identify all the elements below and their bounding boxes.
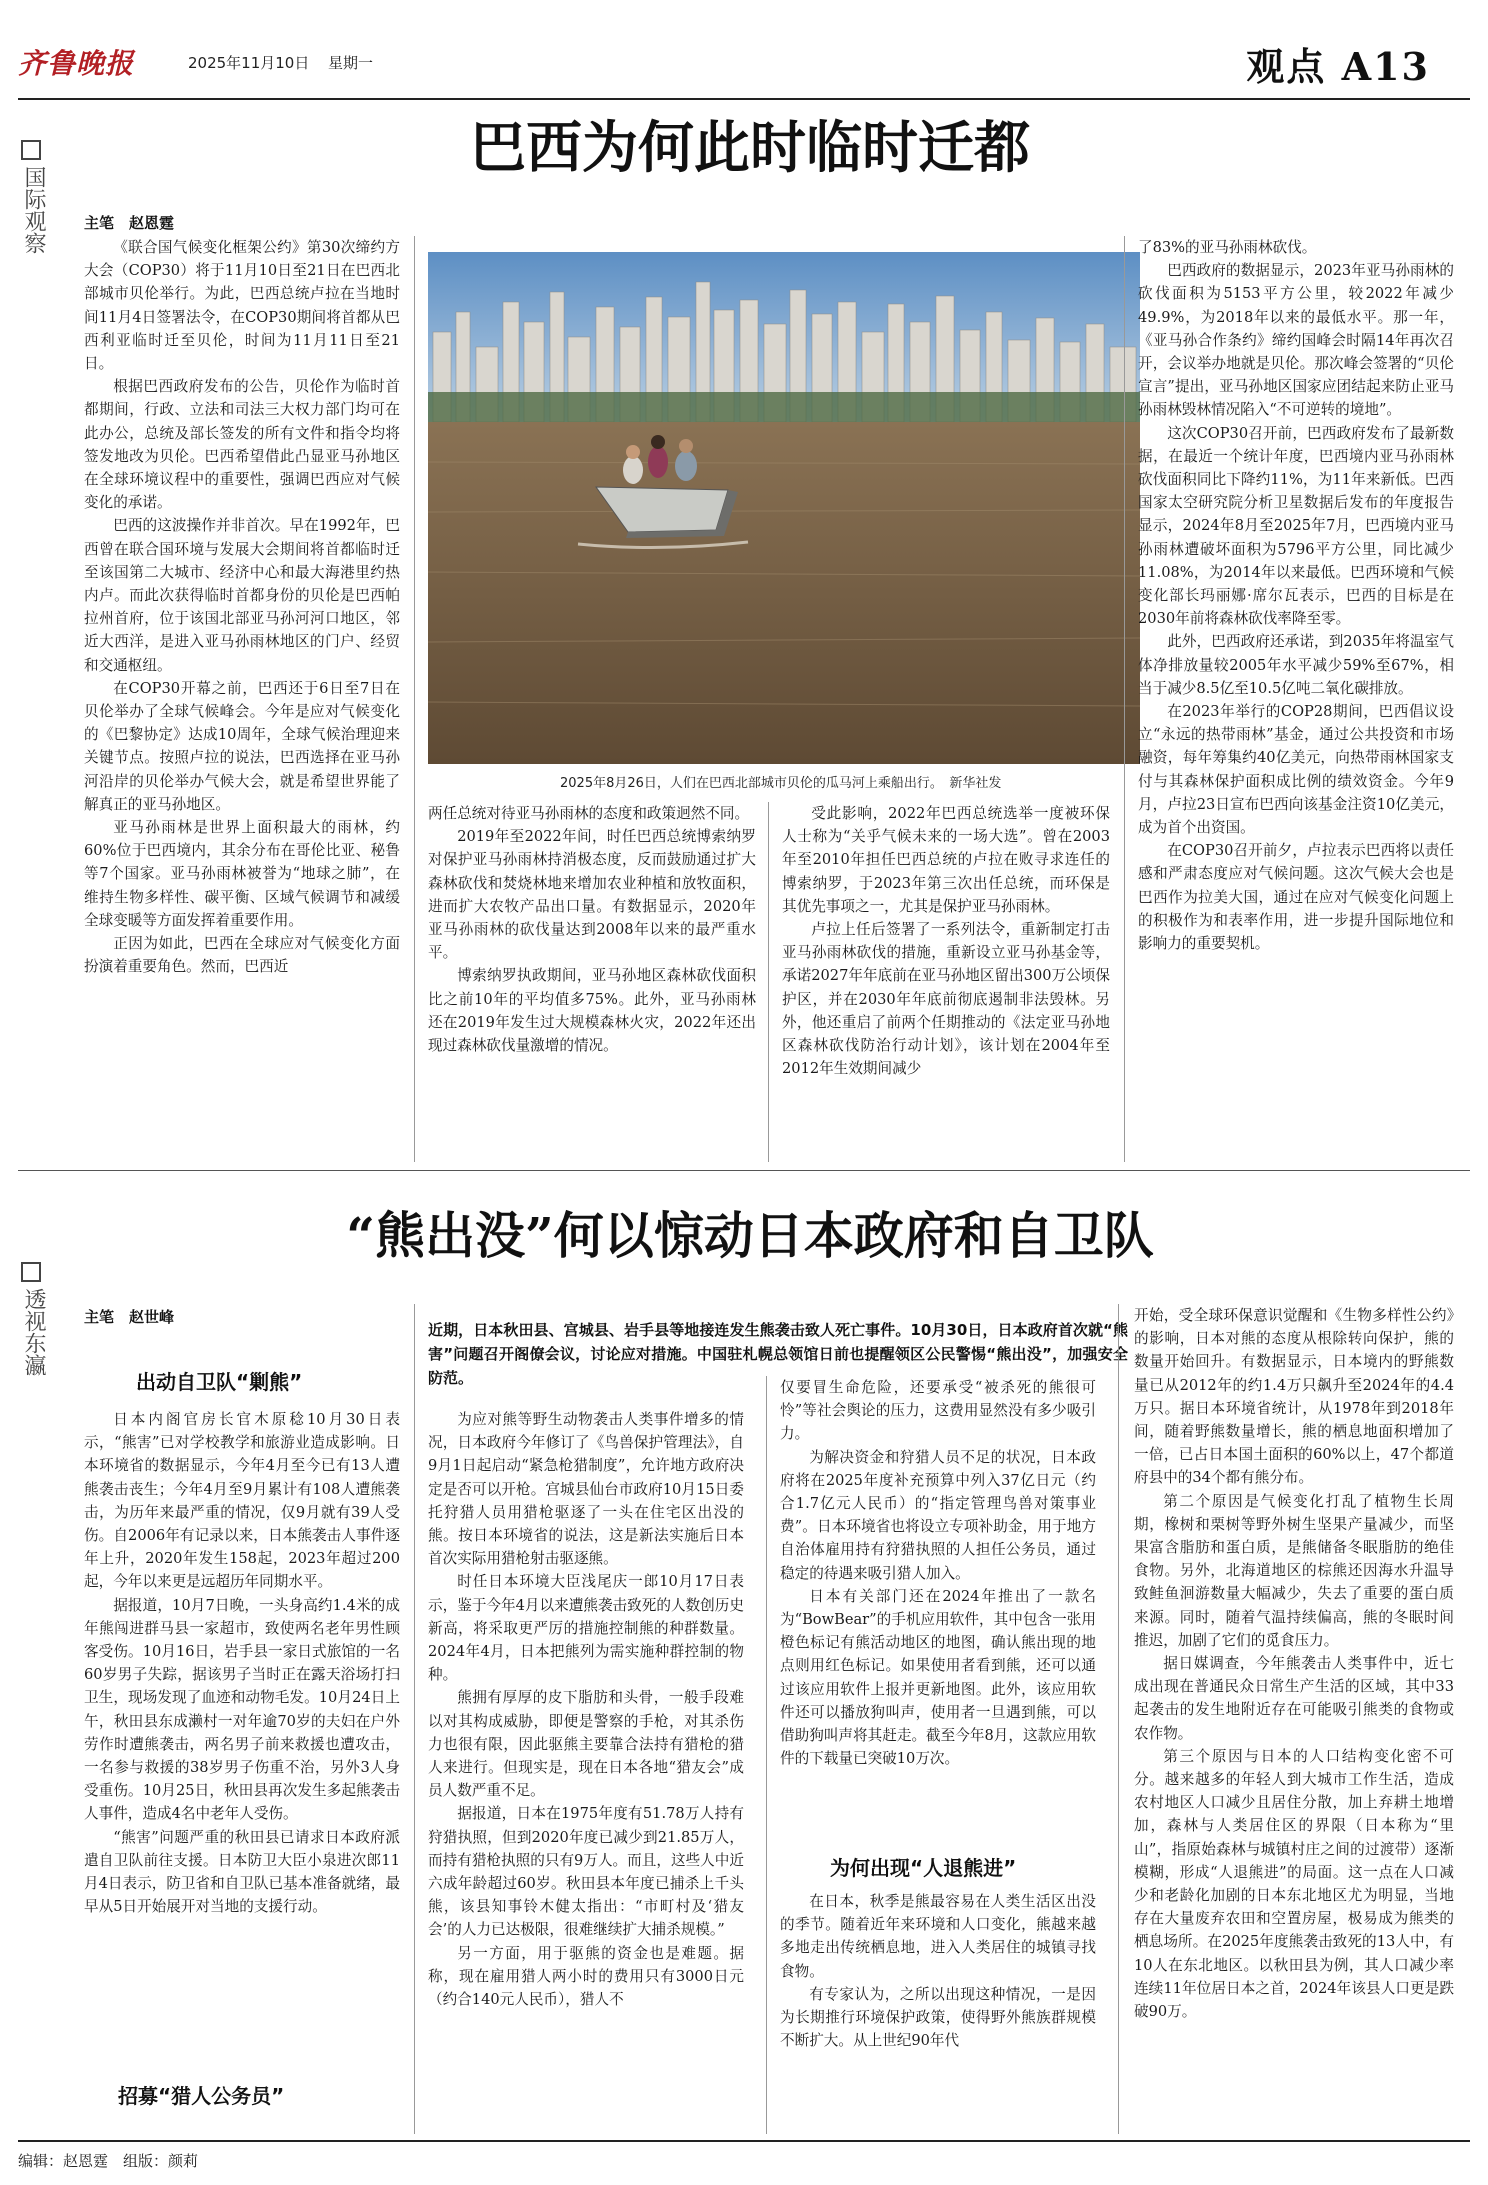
article2-byline: 主笔 赵世峰 bbox=[84, 1308, 175, 1326]
river-boat-photo bbox=[428, 252, 1140, 764]
article1-column-1 bbox=[84, 236, 400, 1136]
paragraph: “熊害”问题严重的秋田县已请求日本政府派遣自卫队前往支援。日本防卫大臣小泉进次郎11月4日表示，防卫省和自卫队已基本准备就绪，最早从5日开始展开对当地的支援行动。 bbox=[84, 1828, 400, 1916]
tag-box-icon bbox=[21, 140, 41, 160]
article2-column-3b bbox=[780, 1890, 1096, 2134]
section-page-label: 观点 A13 bbox=[1246, 44, 1430, 89]
photo-caption: 2025年8月26日，人们在巴西北部城市贝伦的瓜马河上乘船出行。 新华社发 bbox=[560, 776, 1002, 791]
paragraph: 在2023年举行的COP28期间，巴西倡议设立“永远的热带雨林”基金，通过公共投资和市场融资，每年筹集约40亿美元，向热带雨林国家支付与其森林保护面积成比例的绩效资金。今年9月，卢拉23日宣布巴西向该基金注资10亿美元，成为首个出资国。 bbox=[1138, 703, 1454, 837]
paragraph: 有专家认为，之所以出现这种情况，一是因为长期推行环境保护政策，使得野外熊族群规模不断扩大。从上世纪90年代 bbox=[780, 1985, 1096, 2050]
article2-column-2 bbox=[428, 1408, 744, 2134]
article2-headline: “熊出没”何以惊动日本政府和自卫队 bbox=[346, 1206, 1154, 1265]
article-divider bbox=[18, 1170, 1470, 1171]
paragraph: 卢拉上任后签署了一系列法令，重新制定打击亚马孙雨林砍伐的措施，重新设立亚马孙基金等，承诺2027年年底前在亚马孙地区留出300万公顷保护区，并在2030年年底前彻底遏制非法毁林。另外，他还重启了前两个任期推动的《法定亚马孙地区森林砍伐防治行动计划》，该计划在2004年至2012年生效期间减少 bbox=[782, 921, 1110, 1078]
paragraph: 这次COP30召开前，巴西政府发布了最新数据，在最近一个统计年度，巴西境内亚马孙雨林砍伐面积同比下降约11%，为11年来新低。巴西国家太空研究院分析卫星数据后发布的年度报告显示，2024年8月至2025年7月，巴西境内亚马孙雨林遭破坏面积为5796平方公里，同比减少11.08%，为2014年以来最低。巴西环境和气候变化部长玛丽娜·席尔瓦表示，巴西的目标是在2030年前将森林砍伐率降至零。 bbox=[1138, 424, 1454, 628]
subhead-hunter-recruit: 招募“猎人公务员” bbox=[118, 2084, 285, 2108]
paragraph: 在日本，秋季是熊最容易在人类生活区出没的季节。随着近年来环境和人口变化，熊越来越多地走出传统栖息地，进入人类居住的城镇寻找食物。 bbox=[780, 1893, 1096, 1980]
issue-date: 2025年11月10日 bbox=[188, 54, 310, 72]
paragraph: 巴西政府的数据显示，2023年亚马孙雨林的砍伐面积为5153平方公里，较2022年减少49.9%，为2018年以来的最低水平。那一年，《亚马孙合作条约》缔约国峰会时隔14年再次召开，会议举办地就是贝伦。那次峰会签署的“贝伦宣言”提出，亚马孙地区国家应团结起来防止亚马孙雨林毁林情况陷入“不可逆转的境地”。 bbox=[1138, 262, 1454, 419]
column-tag-label: 透视东瀛 bbox=[21, 1288, 46, 1376]
paragraph: 开始，受全球环保意识觉醒和《生物多样性公约》的影响，日本对熊的态度从根除转向保护，熊的数量开始回升。有数据显示，日本境内的野熊数量已从2012年的约1.4万只飙升至2024年的4.4万只。据日本环境省统计，从1978年到2018年间，随着野熊数量增长，熊的栖息地面积增加了一倍，已占日本国土面积的60%以上，47个都道府县中的34个都有熊分布。 bbox=[1134, 1307, 1454, 1487]
column-divider bbox=[1124, 236, 1125, 1162]
paragraph: 此外，巴西政府还承诺，到2035年将温室气体净排放量较2005年水平减少59%至67%，相当于减少8.5亿至10.5亿吨二氧化碳排放。 bbox=[1138, 633, 1454, 697]
column-tag-international bbox=[18, 140, 44, 254]
article2-lead: 近期，日本秋田县、宫城县、岩手县等地接连发生熊袭击致人死亡事件。10月30日，日本政府首次就“熊害”问题召开阁僚会议，讨论应对措施。中国驻札幌总领馆日前也提醒领区公民警惕“熊出没”，加强安全防范。 bbox=[428, 1321, 1128, 1387]
paragraph: 2019年至2022年间，时任巴西总统博索纳罗对保护亚马孙雨林持消极态度，反而鼓励通过扩大森林砍伐和焚烧林地来增加农业种植和放牧面积，进而扩大农牧产品出口量。有数据显示，2020年亚马孙雨林的砍伐量达到2008年以来的最严重水平。 bbox=[428, 828, 756, 962]
column-tag-label: 国际观察 bbox=[21, 166, 46, 254]
subhead-self-defense: 出动自卫队“剿熊” bbox=[136, 1370, 303, 1394]
paragraph: 亚马孙雨林是世界上面积最大的雨林，约60%位于巴西境内，其余分布在哥伦比亚、秘鲁等7个国家。亚马孙雨林被誉为“地球之肺”，在维持生物多样性、碳平衡、区域气候调节和减缓全球变暖等方面发挥着重要作用。 bbox=[84, 819, 400, 929]
newspaper-logo: 齐鲁晚报 bbox=[18, 47, 135, 80]
paragraph: 据报道，10月7日晚，一头身高约1.4米的成年熊闯进群马县一家超市，致使两名老年男性顾客受伤。10月16日，岩手县一家日式旅馆的一名60岁男子失踪，据该男子当时正在露天浴场打扫卫生，现场发现了血迹和动物毛发。10月24日上午，秋田县东成濑村一对年逾70岁的夫妇在户外劳作时遭熊袭击，两名男子前来救援也遭攻击，一名参与救援的38岁男子伤重不治，另外3人身受重伤。10月25日，秋田县再次发生多起熊袭击人事件，造成4名中老年人受伤。 bbox=[84, 1596, 400, 1823]
article1-headline: 巴西为何此时临时迁都 bbox=[470, 115, 1030, 181]
paragraph: 根据巴西政府发布的公告，贝伦作为临时首都期间，行政、立法和司法三大权力部门均可在此办公，总统及部长签发的所有文件和指令均将签发地改为贝伦。巴西希望借此凸显亚马孙地区在全球环境议程中的重要性，强调巴西应对气候变化的承诺。 bbox=[84, 378, 400, 512]
paragraph: 两任总统对待亚马孙雨林的态度和政策迥然不同。 bbox=[428, 805, 750, 822]
paragraph: 据报道，日本在1975年度有51.78万人持有狩猎执照，但到2020年度已减少到21.85万人，而持有猎枪执照的只有9万人。而且，这些人中近六成年龄超过60岁。秋田县本年度已捕杀上千头熊，该县知事铃木健太指出：“市町村及‘猎友会’的人力已达极限，很难继续扩大捕杀规模。” bbox=[428, 1805, 744, 1939]
news-photo bbox=[428, 252, 1140, 764]
subhead-bears-advance: 为何出现“人退熊进” bbox=[830, 1856, 1017, 1880]
column-divider bbox=[414, 236, 415, 1162]
article2-column-4 bbox=[1134, 1304, 1454, 2134]
article1-column-3 bbox=[782, 802, 1110, 1162]
page-credits: 编辑：赵恩霆 组版：颜莉 bbox=[18, 2152, 199, 2170]
paragraph: 另一方面，用于驱熊的资金也是难题。据称，现在雇用猎人两小时的费用只有3000日元（约合140元人民币），猎人不 bbox=[428, 1944, 744, 2009]
paragraph: 熊拥有厚厚的皮下脂肪和头骨，一般手段难以对其构成威胁，即便是警察的手枪，对其杀伤力也很有限，因此驱熊主要靠合法持有猎枪的猎人来进行。但现实是，现在日本各地“猎友会”成员人数严重不足。 bbox=[428, 1689, 744, 1800]
paragraph: 了83%的亚马孙雨林砍伐。 bbox=[1138, 239, 1317, 256]
top-divider bbox=[18, 98, 1470, 100]
paragraph: 日本内阁官房长官木原稔10月30日表示，“熊害”已对学校教学和旅游业造成影响。日本环境省的数据显示，今年4月至今已有13人遭熊袭击丧生；今年4月至9月累计有108人遭熊袭击，为历年来最严重的情况，仅9月就有39人受伤。自2006年有记录以来，日本熊袭击人事件逐年上升，2020年发生158起，2023年超过200起，今年以来更是远超历年同期水平。 bbox=[84, 1411, 400, 1591]
paragraph: 日本有关部门还在2024年推出了一款名为“BowBear”的手机应用软件，其中包含一张用橙色标记有熊活动地区的地图，确认熊出现的地点则用红色标记。如果使用者看到熊，还可以通过该应用软件上报并更新地图。此外，该应用软件还可以播放狗叫声，使用者一旦遇到熊，可以借助狗叫声将其赶走。截至今年8月，这款应用软件的下载量已突破10万次。 bbox=[780, 1587, 1096, 1768]
paragraph: 在COP30开幕之前，巴西还于6日至7日在贝伦举办了全球气候峰会。今年是应对气候变化的《巴黎协定》达成10周年，全球气候治理迎来关键节点。按照卢拉的说法，巴西选择在亚马孙河沿岸的贝伦举办气候大会，就是希望世界能了解真正的亚马孙地区。 bbox=[84, 679, 400, 813]
article1-column-2 bbox=[428, 802, 756, 1162]
paragraph: 第二个原因是气候变化打乱了植物生长周期，橡树和栗树等野外树生坚果产量减少，而坚果富含脂肪和蛋白质，是熊储备冬眠脂肪的绝佳食物。另外，北海道地区的棕熊还因海水升温导致鲑鱼洄游数量大幅减少，失去了重要的蛋白质来源。同时，随着气温持续偏高，熊的冬眠时间推迟，加剧了它们的觅食压力。 bbox=[1134, 1492, 1454, 1649]
column-tag-japan bbox=[18, 1262, 44, 1376]
paragraph: 据日媒调查，今年熊袭击人类事件中，近七成出现在普通民众日常生产生活的区域，其中33起袭击的发生地附近存在可能吸引熊类的食物或农作物。 bbox=[1134, 1655, 1454, 1742]
column-divider bbox=[766, 1376, 767, 2134]
paragraph: 巴西的这波操作并非首次。早在1992年，巴西曾在联合国环境与发展大会期间将首都临时迁至该国第二大城市、经济中心和最大海港里约热内卢。而此次获得临时首都身份的贝伦是巴西帕拉州首府，位于该国北部亚马孙河河口地区，邻近大西洋，是进入亚马孙雨林地区的门户、经贸和交通枢纽。 bbox=[84, 517, 400, 674]
paragraph: 博索纳罗执政期间，亚马孙地区森林砍伐面积比之前10年的平均值多75%。此外，亚马孙雨林还在2019年发生过大规模森林火灾，2022年还出现过森林砍伐量激增的情况。 bbox=[428, 967, 756, 1055]
paragraph: 在COP30召开前夕，卢拉表示巴西将以责任感和严肃态度应对气候问题。这次气候大会也是巴西作为拉美大国，通过在应对气候变化问题上的积极作为和表率作用，进一步提升国际地位和影响力的重要契机。 bbox=[1138, 842, 1454, 953]
paragraph: 第三个原因与日本的人口结构变化密不可分。越来越多的年轻人到大城市工作生活，造成农村地区人口减少且居住分散，加上弃耕土地增加，森林与人类居住区的界限（日本称为“里山”，指原始森林与城镇村庄之间的过渡带）逐渐模糊，形成“人退熊进”的局面。这一点在人口减少和老龄化加剧的日本东北地区尤为明显，当地存在大量废弃农田和空置房屋，极易成为熊类的栖息场所。在2025年度熊袭击致死的13人中，有10人在东北地区。以秋田县为例，其人口减少率连续11年位居日本之首，2024年该县人口更是跌破90万。 bbox=[1134, 1747, 1454, 2021]
article2-column-1 bbox=[84, 1408, 400, 2074]
article2-column-3 bbox=[780, 1376, 1096, 1840]
column-divider bbox=[768, 802, 769, 1162]
paragraph: 受此影响，2022年巴西总统选举一度被环保人士称为“关乎气候未来的一场大选”。曾在2003年至2010年担任巴西总统的卢拉在败寻求连任的博索纳罗，于2023年第三次出任总统，而环保是其优先事项之一，尤其是保护亚马孙雨林。 bbox=[782, 805, 1110, 915]
paragraph: 为应对熊等野生动物袭击人类事件增多的情况，日本政府今年修订了《鸟兽保护管理法》，自9月1日起启动“紧急枪猎制度”，允许地方政府决定是否可以开枪。宫城县仙台市政府10月15日委托狩猎人员用猎枪驱逐了一头在住宅区出没的熊。按日本环境省的说法，这是新法实施后日本首次实际用猎枪射击驱逐熊。 bbox=[428, 1411, 744, 1568]
column-divider bbox=[1118, 1304, 1119, 2134]
column-divider bbox=[414, 1304, 415, 2134]
masthead bbox=[18, 14, 1470, 90]
article1-byline: 主笔 赵恩霆 bbox=[84, 214, 175, 232]
paragraph: 《联合国气候变化框架公约》第30次缔约方大会（COP30）将于11月10日至21日在巴西北部城市贝伦举行。为此，巴西总统卢拉在当地时间11月4日签署法令，在COP30期间将首都从巴西利亚临时迁至贝伦，时间为11月11日至21日。 bbox=[84, 239, 400, 373]
issue-weekday: 星期一 bbox=[328, 54, 374, 72]
paragraph: 正因为如此，巴西在全球应对气候变化方面扮演着重要角色。然而，巴西近 bbox=[84, 935, 400, 976]
tag-box-icon bbox=[21, 1262, 41, 1282]
paragraph: 时任日本环境大臣浅尾庆一郎10月17日表示，鉴于今年4月以来遭熊袭击致死的人数创历史新高，将采取更严厉的措施控制熊的种群数量。2024年4月，日本把熊列为需实施种群控制的物种。 bbox=[428, 1573, 744, 1684]
article1-column-4 bbox=[1138, 236, 1454, 1162]
bottom-divider bbox=[18, 2140, 1470, 2142]
paragraph: 仅要冒生命危险，还要承受“被杀死的熊很可怜”等社会舆论的压力，这费用显然没有多少吸引力。 bbox=[780, 1379, 1096, 1443]
paragraph: 为解决资金和狩猎人员不足的状况，日本政府将在2025年度补充预算中列入37亿日元（约合1.7亿元人民币）的“指定管理鸟兽对策事业费”。日本环境省也将设立专项补助金，用于地方自治体雇用持有狩猎执照的人担任公务员，通过稳定的待遇来吸引猎人加入。 bbox=[780, 1448, 1096, 1582]
